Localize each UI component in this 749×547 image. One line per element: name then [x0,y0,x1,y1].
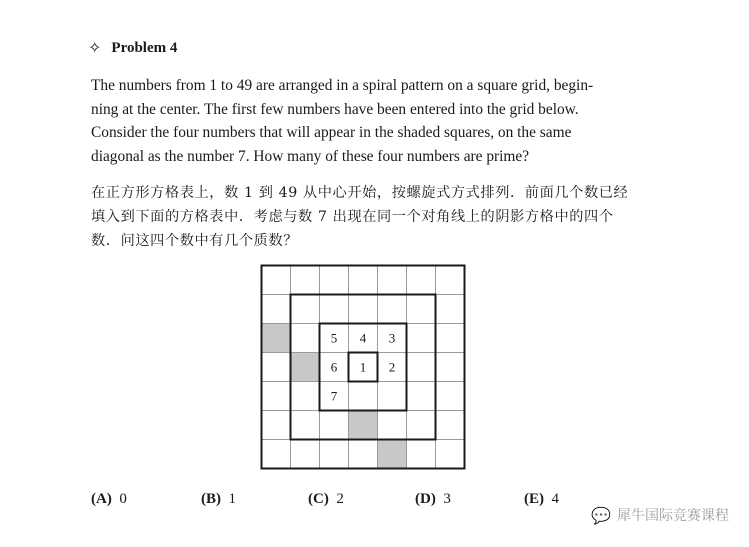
choice-value: 3 [443,491,451,507]
english-line: Consider the four numbers that will appear in the shaded squares, on the same [91,124,572,142]
problem-text-english [91,74,639,168]
problem-header [88,38,177,58]
choice-b[interactable] [201,491,236,508]
shaded-cell [262,324,291,353]
choice-value: 2 [336,491,344,507]
choice-label: (C) [308,491,329,507]
choice-label: (D) [415,491,436,507]
watermark-text: 犀牛国际竞赛课程 [617,508,729,524]
shaded-cell [291,353,320,382]
problem-text-chinese [91,181,639,253]
grid-number: 5 [330,330,338,346]
choice-d[interactable] [415,491,451,508]
spiral-grid-svg [260,264,466,470]
star-icon: ✧ [88,40,102,57]
chinese-line: 填入到下面的方格表中．考虑与数 7 出现在同一个对角线上的阴影方格中的四个 [91,209,614,225]
chat-bubble-icon: 💬 [591,505,611,525]
english-line: diagonal as the number 7. How many of these four numbers are prime? [91,147,530,165]
choice-a[interactable] [91,491,127,508]
choice-label: (A) [91,491,112,507]
grid-number: 1 [359,359,367,375]
choice-e[interactable] [524,491,559,508]
choice-value: 1 [228,491,236,507]
choice-label: (B) [201,491,221,507]
shaded-cell [349,411,378,440]
spiral-grid-figure [260,264,466,470]
grid-number: 2 [388,359,396,375]
chinese-line: 在正方形方格表上，数 1 到 49 从中心开始，按螺旋式方式排列．前面几个数已经 [91,185,629,201]
english-line: ning at the center. The first few numbers have been entered into the grid below. [91,100,579,118]
grid-number: 3 [388,330,396,346]
choice-value: 4 [551,491,559,507]
choice-label: (E) [524,491,544,507]
choice-c[interactable] [308,491,344,508]
problem-title: Problem 4 [111,39,178,56]
grid-number: 4 [359,330,367,346]
english-line: The numbers from 1 to 49 are arranged in a spiral pattern on a square grid, begin- [91,77,594,94]
watermark [591,505,729,525]
grid-number: 7 [330,388,338,404]
shaded-cell [378,440,407,469]
grid-number: 6 [330,359,338,375]
choice-value: 0 [119,491,127,507]
chinese-line: 数．问这四个数中有几个质数？ [91,233,299,249]
